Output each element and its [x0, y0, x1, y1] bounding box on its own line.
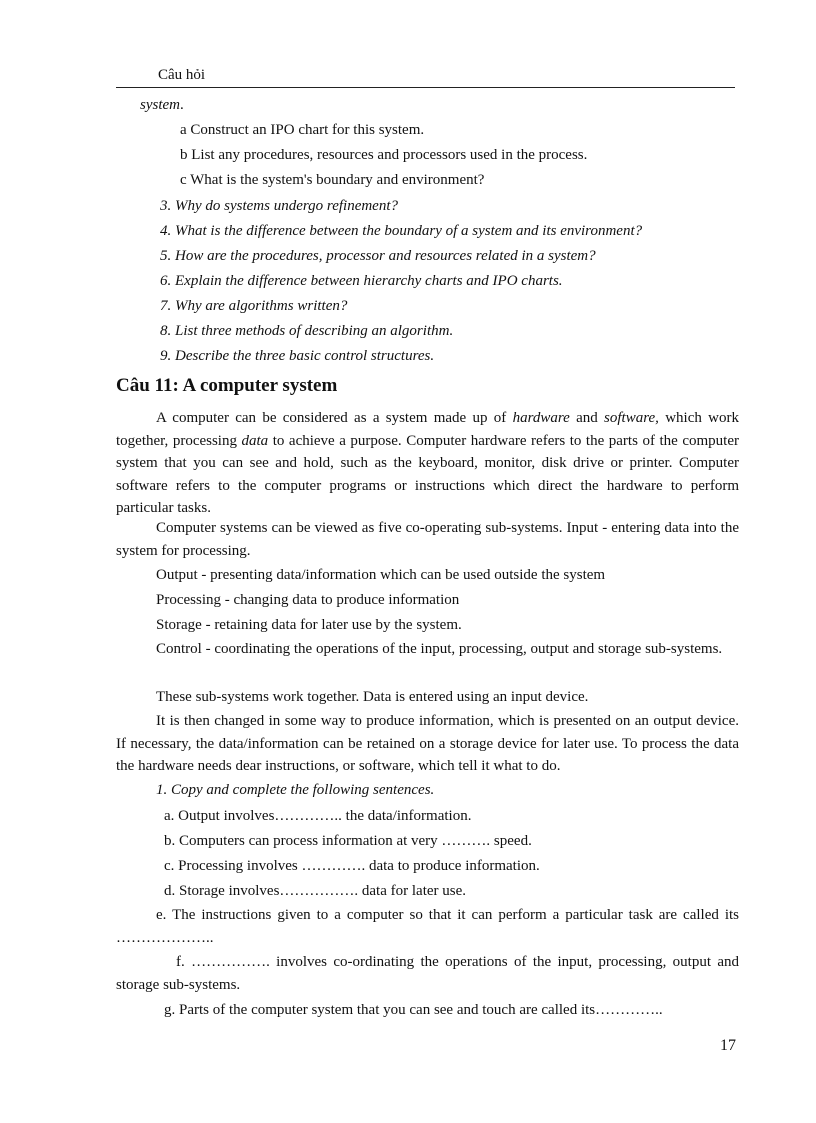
intro-text	[116, 407, 739, 520]
changed-text: It is then changed in some way to produce information, which is presented on an output device. If necessary, the data/information can be retained on a storage device for later use. To process the data the hardware needs dear instructions, or software, which tell it what to do.	[116, 713, 739, 774]
intro-paragraph	[116, 407, 739, 520]
exercise-e-text: e. The instructions given to a computer so that it can perform a particular task are called its ………………..	[116, 907, 739, 946]
intro-part: which work together, processing	[116, 410, 739, 449]
section-heading: Câu 11: A computer system	[116, 375, 338, 396]
exercise-item-c: c. Processing involves …………. data to produce information.	[164, 858, 540, 874]
question-item: 9. Describe the three basic control structures.	[160, 348, 435, 364]
output-line: Output - presenting data/information which can be used outside the system	[156, 567, 606, 583]
continuation-end: .	[180, 97, 184, 113]
exercise-item-d: d. Storage involves……………. data for later use.	[164, 883, 467, 899]
exercise-f-text: f. ……………. involves co-ordinating the operations of the input, processing, output and storage sub-systems.	[116, 954, 739, 993]
together-line: These sub-systems work together. Data is entered using an input device.	[156, 689, 589, 705]
exercise-item-f	[116, 951, 739, 996]
intro-part: and	[569, 410, 605, 426]
exercise-item-g: g. Parts of the computer system that you can see and touch are called its…………..	[164, 1002, 663, 1018]
page-number: 17	[720, 1037, 736, 1054]
header-divider	[116, 87, 735, 88]
changed-paragraph	[116, 710, 739, 778]
control-paragraph	[116, 638, 739, 661]
intro-part: A computer can be considered as a system made up of	[156, 410, 513, 426]
subsystems-text: Computer systems can be viewed as five co-operating sub-systems. Input - entering data into the system for processing.	[116, 520, 739, 559]
question-item: 8. List three methods of describing an algorithm.	[160, 323, 454, 339]
header-title: Câu hỏi	[158, 67, 206, 83]
subsystems-paragraph	[116, 517, 739, 562]
question-item: 4. What is the difference between the boundary of a system and its environment?	[160, 223, 643, 239]
term-software: software,	[604, 410, 659, 426]
storage-line: Storage - retaining data for later use by the system.	[156, 617, 462, 633]
question-item: 5. How are the procedures, processor and resources related in a system?	[160, 248, 596, 264]
exercise-item-e	[116, 904, 739, 949]
sub-item-a: a Construct an IPO chart for this system.	[180, 122, 425, 138]
exercise-item-b: b. Computers can process information at very ………. speed.	[164, 833, 532, 849]
control-text: Control - coordinating the operations of the input, processing, output and storage sub-systems.	[156, 641, 723, 657]
continuation-line	[140, 96, 184, 114]
exercise-instruction: 1. Copy and complete the following sentences.	[156, 782, 435, 798]
question-item: 6. Explain the difference between hierarchy charts and IPO charts.	[160, 273, 563, 289]
term-data: data	[241, 432, 269, 449]
exercise-item-a: a. Output involves………….. the data/information.	[164, 808, 472, 824]
processing-line: Processing - changing data to produce information	[156, 592, 460, 608]
question-item: 7. Why are algorithms written?	[160, 298, 348, 314]
sub-item-c: c What is the system's boundary and environment?	[180, 172, 485, 188]
question-item: 3. Why do systems undergo refinement?	[160, 198, 399, 214]
continuation-word: system	[140, 97, 180, 113]
sub-item-b: b List any procedures, resources and processors used in the process.	[180, 147, 588, 163]
intro-part: to achieve a purpose. Computer hardware refers to the parts of the computer system that you can see and hold, such as the keyboard, monitor, disk drive or printer. Computer software refers to the computer programs or instructions which direct the hardware to perform particular tasks.	[116, 432, 739, 516]
term-hardware: hardware	[512, 410, 570, 426]
